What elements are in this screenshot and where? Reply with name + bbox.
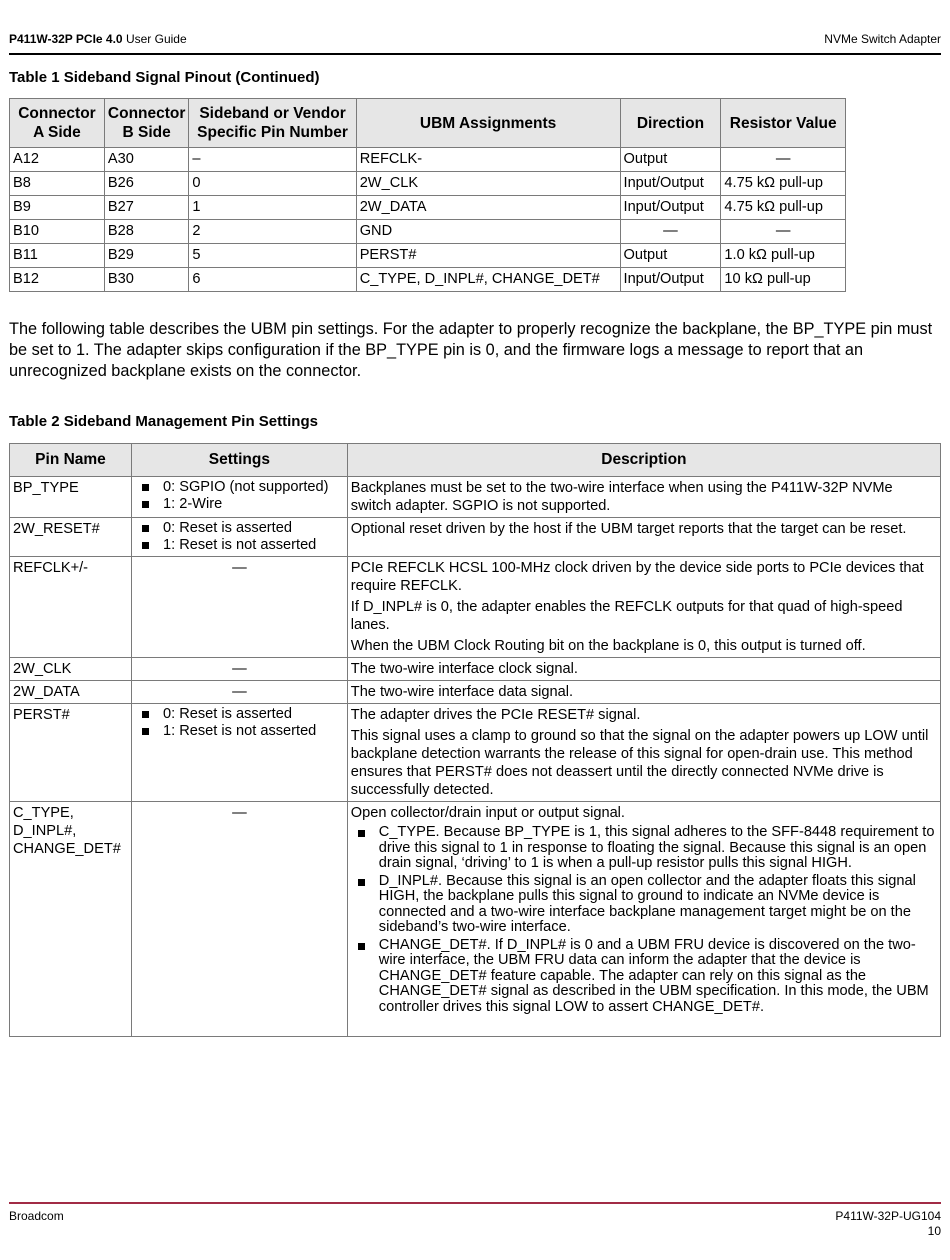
table-row (10, 704, 941, 802)
table-row (10, 518, 941, 557)
cell-description (347, 681, 940, 704)
cell-pin-name: 2W_DATA (10, 681, 132, 704)
header-right-title: NVMe Switch Adapter (824, 32, 941, 46)
cell-connector-b: B29 (104, 244, 189, 268)
cell-resistor-value: — (721, 148, 846, 172)
cell-description (347, 477, 940, 518)
cell-pin-name: BP_TYPE (10, 477, 132, 518)
cell-direction: — (620, 220, 721, 244)
cell-settings: — (131, 802, 347, 1037)
list-item: D_INPL#. Because this signal is an open collector and the adapter floats this signal HIGH, the backplane pulls this signal to ground to indicate an NVMe device is connected and a two-wire interface backplane management target might be on the sideband’s two-wire interface. (351, 874, 937, 936)
list-item: 0: Reset is asserted (135, 706, 344, 723)
cell-settings: — (131, 681, 347, 704)
footer-company: Broadcom (9, 1209, 64, 1223)
description-text: PCIe REFCLK HCSL 100-MHz clock driven by the device side ports to PCIe devices that require REFCLK. (350, 560, 924, 594)
description-text: Open collector/drain input or output signal. (350, 805, 625, 821)
cell-ubm-assignment: 2W_CLK (356, 172, 620, 196)
table1-header-row (10, 99, 846, 148)
description-text: Backplanes must be set to the two-wire interface when using the P411W-32P NVMe switch adapter. SGPIO is not supported. (350, 480, 893, 514)
cell-settings: — (131, 658, 347, 681)
description-text: Optional reset driven by the host if the UBM target reports that the target can be reset. (350, 521, 907, 537)
cell-settings (131, 704, 347, 802)
cell-connector-a: A12 (10, 148, 105, 172)
cell-connector-b: A30 (104, 148, 189, 172)
cell-pin-number: – (189, 148, 356, 172)
footer-doc-info (835, 1209, 941, 1239)
cell-ubm-assignment: GND (356, 220, 620, 244)
table1-caption: Table 1 Sideband Signal Pinout (Continued) (9, 69, 320, 86)
cell-resistor-value: — (721, 220, 846, 244)
footer-doc-id: P411W-32P-UG104 (835, 1209, 941, 1223)
table-row (10, 268, 846, 292)
cell-ubm-assignment: C_TYPE, D_INPL#, CHANGE_DET# (356, 268, 620, 292)
cell-connector-a: B10 (10, 220, 105, 244)
sideband-signal-pinout-table (9, 98, 846, 292)
col-resistor-value: Resistor Value (721, 99, 846, 148)
pin-name-line: CHANGE_DET# (13, 841, 121, 857)
page-number: 10 (927, 1224, 941, 1238)
cell-connector-a: B8 (10, 172, 105, 196)
cell-direction: Input/Output (620, 268, 721, 292)
header-product: P411W-32P PCIe 4.0 (9, 32, 123, 46)
cell-pin-name: REFCLK+/- (10, 557, 132, 658)
description-text: This signal uses a clamp to ground so that the signal on the adapter powers up LOW until backplane detection warrants the release of this signal for open-drain use. This method ensures that PERST# does not deassert until the directly connected NVMe drive is successfully detected. (350, 728, 929, 798)
table-row (10, 802, 941, 1037)
cell-pin-number: 5 (189, 244, 356, 268)
description-text: The adapter drives the PCIe RESET# signal. (350, 707, 641, 723)
description-text: When the UBM Clock Routing bit on the backplane is 0, this output is turned off. (350, 638, 866, 654)
header-title (9, 32, 187, 46)
table2-caption: Table 2 Sideband Management Pin Settings (9, 413, 318, 430)
cell-pin-name: 2W_CLK (10, 658, 132, 681)
list-item: 0: Reset is asserted (135, 520, 344, 537)
cell-pin-number: 0 (189, 172, 356, 196)
cell-direction: Output (620, 148, 721, 172)
cell-description (347, 518, 940, 557)
cell-connector-a: B11 (10, 244, 105, 268)
col-pin-number: Sideband or Vendor Specific Pin Number (189, 99, 356, 148)
settings-list (135, 706, 344, 740)
header-doc-type: User Guide (122, 32, 187, 46)
list-item: 0: SGPIO (not supported) (135, 479, 344, 496)
cell-resistor-value: 4.75 kΩ pull-up (721, 196, 846, 220)
table-row (10, 557, 941, 658)
col-connector-b: Connector B Side (104, 99, 189, 148)
table-row (10, 658, 941, 681)
cell-pin-number: 1 (189, 196, 356, 220)
cell-settings: — (131, 557, 347, 658)
cell-description (347, 704, 940, 802)
header-rule (9, 53, 941, 55)
cell-pin-name: 2W_RESET# (10, 518, 132, 557)
cell-connector-b: B27 (104, 196, 189, 220)
table-row (10, 244, 846, 268)
cell-resistor-value: 4.75 kΩ pull-up (721, 172, 846, 196)
cell-pin-number: 2 (189, 220, 356, 244)
table-row (10, 196, 846, 220)
col-connector-a: Connector A Side (10, 99, 105, 148)
page-header (9, 32, 941, 46)
cell-connector-b: B30 (104, 268, 189, 292)
cell-ubm-assignment: REFCLK- (356, 148, 620, 172)
description-text: The two-wire interface data signal. (350, 684, 574, 700)
cell-resistor-value: 1.0 kΩ pull-up (721, 244, 846, 268)
settings-list (135, 520, 344, 554)
cell-direction: Output (620, 244, 721, 268)
cell-connector-b: B26 (104, 172, 189, 196)
cell-ubm-assignment: 2W_DATA (356, 196, 620, 220)
cell-ubm-assignment: PERST# (356, 244, 620, 268)
cell-pin-name: PERST# (10, 704, 132, 802)
cell-pin-name (10, 802, 132, 1037)
cell-description (347, 802, 940, 1037)
table-row (10, 172, 846, 196)
pin-name-line: D_INPL#, (13, 823, 77, 839)
cell-description (347, 658, 940, 681)
cell-connector-a: B12 (10, 268, 105, 292)
cell-pin-number: 6 (189, 268, 356, 292)
cell-resistor-value: 10 kΩ pull-up (721, 268, 846, 292)
table-row (10, 220, 846, 244)
col-pin-name: Pin Name (10, 444, 132, 477)
table2-header-row (10, 444, 941, 477)
cell-connector-b: B28 (104, 220, 189, 244)
description-text: The two-wire interface clock signal. (350, 661, 578, 677)
list-item: CHANGE_DET#. If D_INPL# is 0 and a UBM FRU device is discovered on the two-wire interface, the UBM FRU data can inform the adapter that the device is CHANGE_DET# feature capable. The adapter can rely on this signal as the CHANGE_DET# signal as described in the UBM specification. In this mode, the UBM controller drives this signal LOW to assert CHANGE_DET#. (351, 938, 937, 1016)
footer-rule (9, 1202, 941, 1204)
settings-list (135, 479, 344, 513)
list-item: 1: Reset is not asserted (135, 723, 344, 740)
table-row (10, 477, 941, 518)
cell-connector-a: B9 (10, 196, 105, 220)
body-paragraph: The following table describes the UBM pin settings. For the adapter to properly recognize the backplane, the BP_TYPE pin must be set to 1. The adapter skips configuration if the BP_TYPE pin is 0, and the firmware logs a message to report that an unrecognized backplane exists on the connector. (9, 320, 933, 380)
col-ubm-assignments: UBM Assignments (356, 99, 620, 148)
table-row (10, 148, 846, 172)
pin-name-line: C_TYPE, (13, 805, 74, 821)
description-text: If D_INPL# is 0, the adapter enables the REFCLK outputs for that quad of high-speed lanes. (350, 599, 903, 633)
sideband-management-pin-settings-table (9, 443, 941, 1037)
col-direction: Direction (620, 99, 721, 148)
cell-direction: Input/Output (620, 172, 721, 196)
table-row (10, 681, 941, 704)
cell-direction: Input/Output (620, 196, 721, 220)
description-bullet-list (351, 825, 937, 1015)
cell-settings (131, 477, 347, 518)
cell-settings (131, 518, 347, 557)
col-settings: Settings (131, 444, 347, 477)
list-item: C_TYPE. Because BP_TYPE is 1, this signal adheres to the SFF-8448 requirement to drive this signal to 1 in response to floating the signal. Because this signal is an open drain signal, ‘driving’ to 1 is when a pull-up resistor pulls this signal HIGH. (351, 825, 937, 872)
list-item: 1: Reset is not asserted (135, 537, 344, 554)
cell-description (347, 557, 940, 658)
col-description: Description (347, 444, 940, 477)
list-item: 1: 2-Wire (135, 496, 344, 513)
